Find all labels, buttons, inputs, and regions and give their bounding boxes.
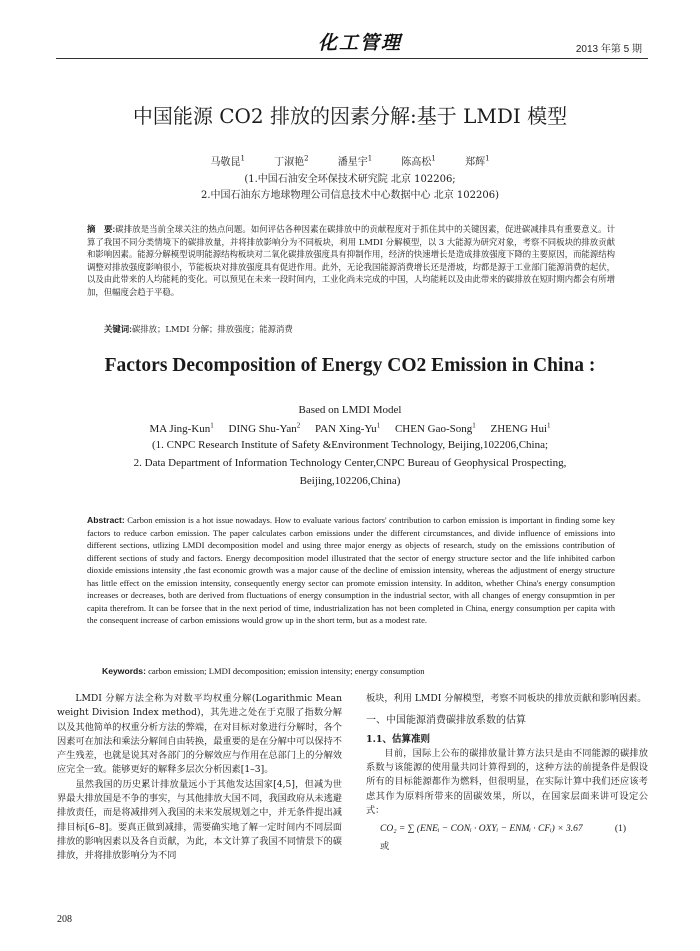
equation-1 — [366, 820, 648, 840]
abstract-cn-text: 碳排放是当前全球关注的热点问题。如何评估各种因素在碳排放中的贡献程度对于抓住其中的关键因素，促进碳减排具有重要意义。计算了我国不同分类情境下的碳排放量，并将排放影响分为不同板块，利用 LMDI 分解模型，以 3 大能源为研究对象，考察不同板块的排放贡献和影响因素。能源分解模型说明能源结构板块对二氧化碳排放强度具有抑制作用，经济的快速增长是造成排放强度下降的主要原因，而能源结构调整对排放强度影响很小，节能板块对排放强度具有促进作用。此外，无论我国能源消费增长还是滑坡，均都是源于工业部门能源消费的起伏，以及由此带来的人均能耗的变化。可以预见在未来一段时间内，工业化尚未完成的中国，人均能耗以及由此带来的碳排放在短时期内都会有所增加，但幅度会趋于平稳。 — [87, 224, 615, 297]
body-left-column — [57, 692, 342, 864]
abstract-cn — [87, 223, 615, 299]
affiliation-cn-2: 2.中国石油东方地球物理公司信息技术中心数据中心 北京 102206) — [201, 190, 499, 201]
abstract-cn-label: 摘 要: — [87, 224, 116, 234]
body-paragraph: 板块，利用 LMDI 分解模型，考察不同板块的排放贡献和影响因素。 — [366, 693, 647, 704]
body-paragraph: LMDI 分解方法全称为对数平均权重分解(Logarithmic Mean weight Division Index method)，其先进之处在于克服了指数分解以及其他简单的权重分析方法的弊端，在对目标对象进行分解时，各个因素可在加法和乘法分解间自由转换，最重要的是在分解中可以保持不产生残差，也就是说其对各部门的分解效应与作用在总部门上的分解效应完全一致。能够更好的解释多层次分析因素[1–3]。 — [57, 693, 342, 776]
equation-number: (1) — [614, 824, 626, 835]
affiliation-en-1: (1. CNPC Research Institute of Safety &Environment Technology, Beijing,102206,China; — [151, 439, 549, 451]
title-en: Factors Decomposition of Energy CO2 Emission in China : — [104, 355, 596, 376]
author-en: ZHENG Hui$^1$ — [490, 421, 551, 435]
title-cn: 中国能源 CO2 排放的因素分解:基于 LMDI 模型 — [132, 104, 568, 128]
keywords-en — [102, 666, 425, 676]
affiliation-en-3: Beijing,102206,China) — [299, 475, 401, 487]
author-cn: 陈高松$^1$ — [401, 154, 436, 168]
body-paragraph: 虽然我国的历史累计排放量远小于其他发达国家[4,5]，但减为世界最大排放国是不争的事实，与其他排放大国不同，我国政府从未逃避排放责任，而是将减排列入我国的未来发展规划之中，并无条件提出减排目标[6–8]。要真正做到减排，需要确实地了解一定时间内不同层面排放的影响因素以及各自贡献，为此，本文计算了我国不同情景下的碳排放，并将排放影响分为不同 — [57, 778, 342, 862]
author-cn: 潘星宇$^1$ — [337, 154, 373, 168]
section-heading: 一、中国能源消费碳排放系数的估算 — [366, 715, 526, 727]
page-number: 208 — [57, 914, 72, 925]
author-en: DING Shu-Yan$^2$ — [228, 421, 301, 435]
author-cn: 郑辉$^1$ — [465, 154, 490, 168]
keywords-en-label: Keywords: — [102, 666, 146, 676]
keywords-cn-text: 碳排放；LMDI 分解；排放强度；能源消费 — [131, 324, 293, 334]
equation-or: 或 — [380, 841, 390, 853]
author-en: MA Jing-Kun$^1$ — [149, 421, 214, 435]
affiliation-en-2: 2. Data Department of Information Technology Center,CNPC Bureau of Geophysical Prospecting, — [133, 457, 567, 469]
body-right-column — [366, 692, 648, 855]
author-en: PAN Xing-Yu$^1$ — [315, 421, 381, 435]
issue-label: 2013 年第 5 期 — [575, 44, 642, 55]
author-en: CHEN Gao-Song$^1$ — [394, 421, 476, 435]
keywords-cn-label: 关键词: — [104, 324, 132, 334]
journal-logo: 化工管理 — [318, 32, 403, 54]
equation-text: CO₂ = ∑ (ENEᵢ − CONᵢ · OXYᵢ − ENMᵢ · CFᵢ) × 3.67 — [380, 824, 583, 835]
header-rule — [56, 58, 648, 59]
affiliation-cn-1: (1.中国石油安全环保技术研究院 北京 102206; — [244, 174, 456, 185]
subtitle-en: Based on LMDI Model — [298, 404, 402, 416]
body-paragraph: 目前，国际上公布的碳排放量计算方法只是由不同能源的碳排放系数与该能源的使用量共同计算得到的，这种方法的前提条件是假设所有的目标能源都作为燃料，但很明显，在实际计算中我们还应该考虑其作为原料所带来的固碳效果，所以，在国家层面来讲可设定公式： — [366, 747, 648, 817]
author-cn: 马敬昆$^1$ — [210, 154, 245, 168]
abstract-en — [87, 514, 615, 627]
keywords-cn — [104, 323, 293, 335]
abstract-en-label: Abstract: — [87, 515, 125, 525]
subsection-heading: 1.1、估算准则 — [366, 733, 431, 745]
authors-cn — [0, 153, 700, 168]
keywords-en-text: carbon emission; LMDI decomposition; emission intensity; energy consumption — [148, 666, 425, 676]
author-cn: 丁淑艳$^2$ — [274, 154, 309, 168]
abstract-en-text: Carbon emission is a hot issue nowadays. How to evaluate various factors' contribution to carbon emission is important in finding some key factors to reduce carbon emission. The paper calculates carbon emissions under the different circumstances, and divide influence of emissions into different sections, utlizing LMDI decomposition model and using three major energy as objects of research, study on the emissions contribution of different sections of study and factors. Energy decomposition model illustrated that the sector of energy structure sector and the life inhibited carbon dioxide emissions intensity ,the fast economic growth was a major cause of the decline of emission intensity, whereas the adjustment of energy structure has little effect on the emission intensity, consequently energy sector can promote emission intensity. In additon, whether China's energy consumption increases or decreases, both are derived from fluctuations of energy consumption in the industrial sector, with all changes of energy consupmtion in per capita therefrom. It can be forsee that in the next period of time, industrialization has not been completed in China, energy consumption per capita with the consequent increase of carbon emissions would grow up in the short term, but as a modest rate. — [87, 515, 615, 625]
authors-en — [0, 421, 700, 435]
